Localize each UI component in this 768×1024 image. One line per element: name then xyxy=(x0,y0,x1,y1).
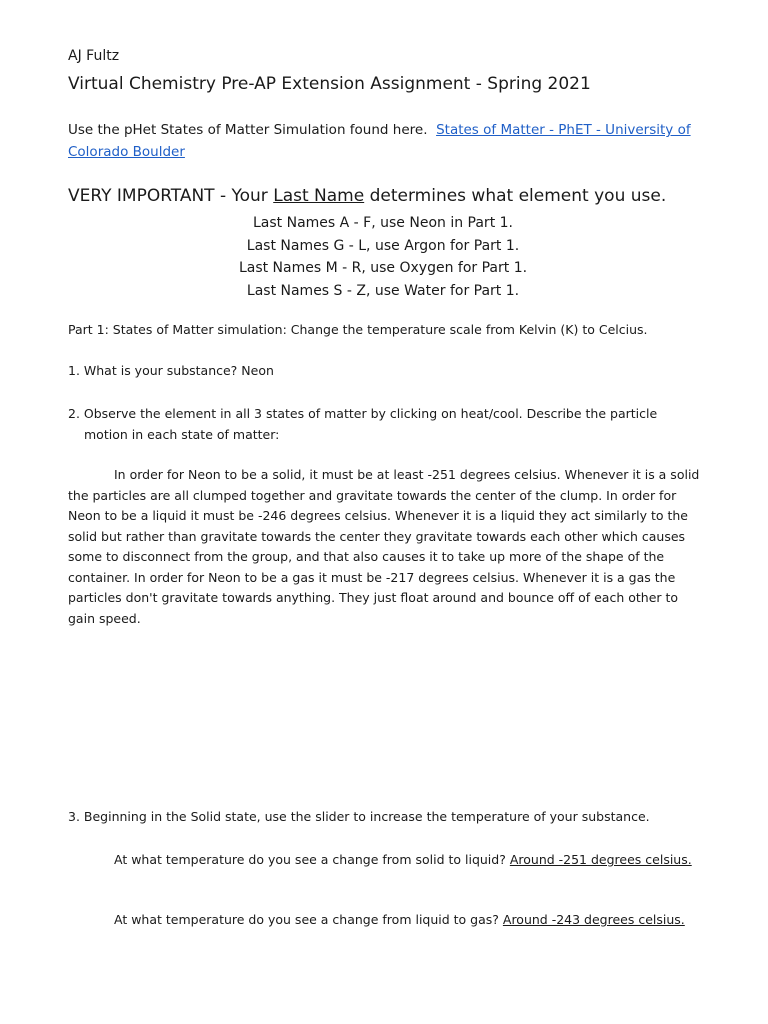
intro-text: Use the pHet States of Matter Simulation found here. xyxy=(68,122,428,138)
question-3: 3. Beginning in the Solid state, use the slider to increase the temperature of your substance. xyxy=(68,809,650,824)
question-3-sub2 xyxy=(68,910,708,931)
important-notice xyxy=(68,186,666,206)
sub2-question: At what temperature do you see a change from liquid to gas? xyxy=(114,912,503,927)
document-title: Virtual Chemistry Pre-AP Extension Assignment - Spring 2021 xyxy=(68,74,591,94)
important-prefix: VERY IMPORTANT - Your xyxy=(68,186,274,206)
simulation-link[interactable]: States of Matter - PhET - University of Colorado Boulder xyxy=(68,122,691,160)
important-suffix: determines what element you use. xyxy=(364,186,667,206)
sub2-answer: Around -243 degrees celsius. xyxy=(502,912,685,927)
name-rule: Last Names M - R, use Oxygen for Part 1. xyxy=(238,260,528,276)
question-2-answer: In order for Neon to be a solid, it must be at least -251 degrees celsius. Whenever it is a solid the particles are all clumped together and gravitate towards the center of the clump. In order for Neon to be a liquid it must be -246 degrees celsius. Whenever it is a liquid they act similarly to the solid but rather than gravitate towards the center they gravitate towards each other which causes some to disconnect from the group, and that also causes it to take up more of the shape of the container. In order for Neon to be a gas it must be -217 degrees celsius. Whenever it is a gas the particles don't gravitate towards anything. They just float around and bounce off of each other to gain speed. xyxy=(68,467,700,626)
name-rule: Last Names A - F, use Neon in Part 1. xyxy=(252,215,513,231)
question-2 xyxy=(68,404,708,445)
part1-heading: Part 1: States of Matter simulation: Change the temperature scale from Kelvin (K) to Celcius. xyxy=(68,322,648,337)
intro-paragraph xyxy=(68,119,708,163)
name-rule: Last Names S - Z, use Water for Part 1. xyxy=(246,282,520,299)
last-name-emphasis: Last Name xyxy=(273,186,365,206)
sub1-question: At what temperature do you see a change from solid to liquid? xyxy=(114,852,510,867)
author-name: AJ Fultz xyxy=(68,48,120,64)
sub1-answer: Around -251 degrees celsius. xyxy=(509,852,692,867)
question-3-sub1 xyxy=(68,850,708,871)
question-2-line1: 2. Observe the element in all 3 states of matter by clicking on heat/cool. Describe the particle xyxy=(68,406,658,421)
name-rules-list xyxy=(68,212,698,302)
question-2-line2: motion in each state of matter: xyxy=(84,426,280,442)
question-1: 1. What is your substance? Neon xyxy=(68,363,274,378)
name-rule: Last Names G - L, use Argon for Part 1. xyxy=(246,237,520,254)
